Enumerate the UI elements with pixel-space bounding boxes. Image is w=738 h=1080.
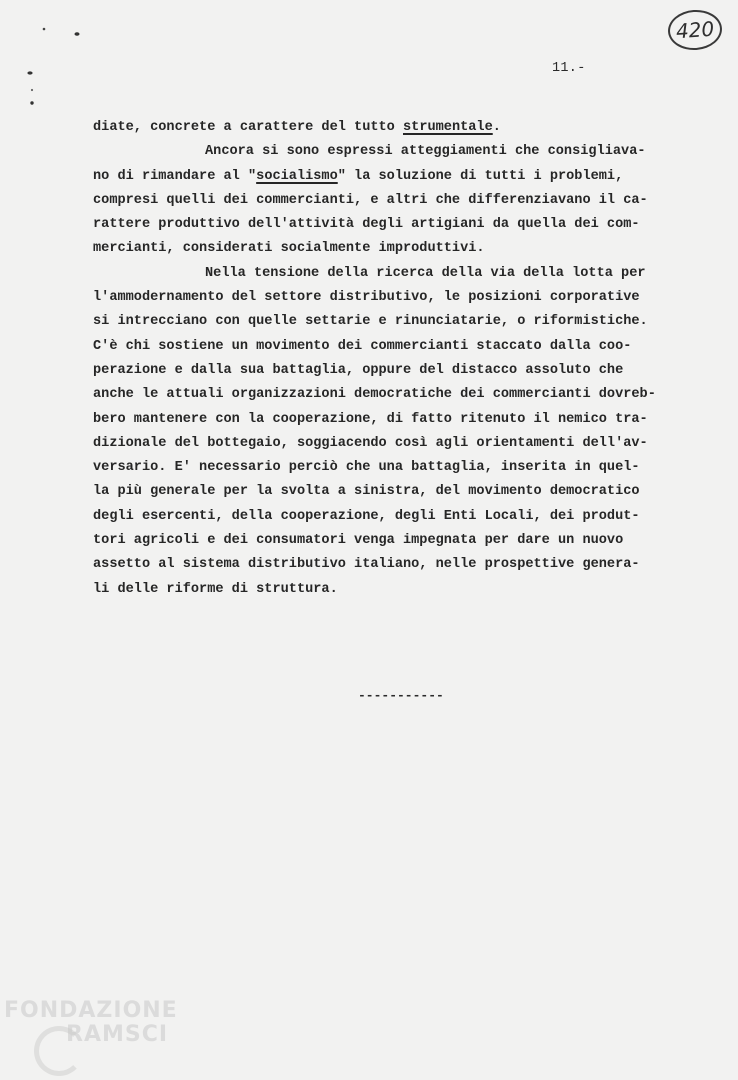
underlined-word: socialismo (256, 168, 338, 184)
text-line: no di rimandare al "socialismo" la soluzione di tutti i problemi, (93, 168, 624, 184)
text-line: rattere produttivo dell'attività degli artigiani da quella dei com- (93, 217, 640, 233)
text-line: C'è chi sostiene un movimento dei commercianti staccato dalla coo- (93, 338, 632, 354)
text-line: anche le attuali organizzazioni democratiche dei commercianti dovreb- (93, 387, 656, 403)
text-line: diate, concrete a carattere del tutto strumentale. (93, 120, 501, 135)
archive-stamp-number: 420 (675, 16, 715, 44)
archive-page-stamp (667, 8, 724, 52)
page-number: 11.- (552, 61, 586, 76)
text-line: mercianti, considerati socialmente improduttivi. (93, 241, 485, 257)
document-body (93, 116, 703, 602)
text-line: li delle riforme di struttura. (93, 581, 338, 597)
margin-marks (26, 25, 86, 115)
text-line: assetto al sistema distributivo italiano, nelle prospettive genera- (93, 557, 640, 573)
text-line: bero mantenere con la cooperazione, di fatto ritenuto il nemico tra- (93, 411, 648, 427)
text-line: Nella tensione della ricerca della via della lotta per (205, 265, 646, 281)
text-line: Ancora si sono espressi atteggiamenti che consigliava- (205, 144, 646, 160)
text-line: tori agricoli e dei consumatori venga impegnata per dare un nuovo (93, 533, 624, 549)
text-line: la più generale per la svolta a sinistra, del movimento democratico (93, 484, 640, 500)
text-line: degli esercenti, della cooperazione, degli Enti Locali, dei produt- (93, 508, 640, 524)
text-line: perazione e dalla sua battaglia, oppure del distacco assoluto che (93, 362, 624, 378)
watermark-line-2: RAMSCI (66, 1022, 169, 1047)
text-line: si intrecciano con quelle settarie e rinunciatarie, o riformistiche. (93, 314, 648, 330)
text-line: dizionale del bottegaio, soggiacendo così agli orientamenti dell'av- (93, 435, 648, 451)
watermark-line-1: FONDAZIONE (4, 998, 178, 1023)
foundation-watermark (4, 998, 194, 1078)
underlined-word: strumentale (403, 120, 493, 135)
closing-rule: ----------- (358, 688, 444, 703)
text-line: l'ammodernamento del settore distributivo, le posizioni corporative (93, 290, 640, 306)
text-line: versario. E' necessario perciò che una battaglia, inserita in quel- (93, 460, 640, 476)
text-line: compresi quelli dei commercianti, e altri che differenziavano il ca- (93, 192, 648, 208)
